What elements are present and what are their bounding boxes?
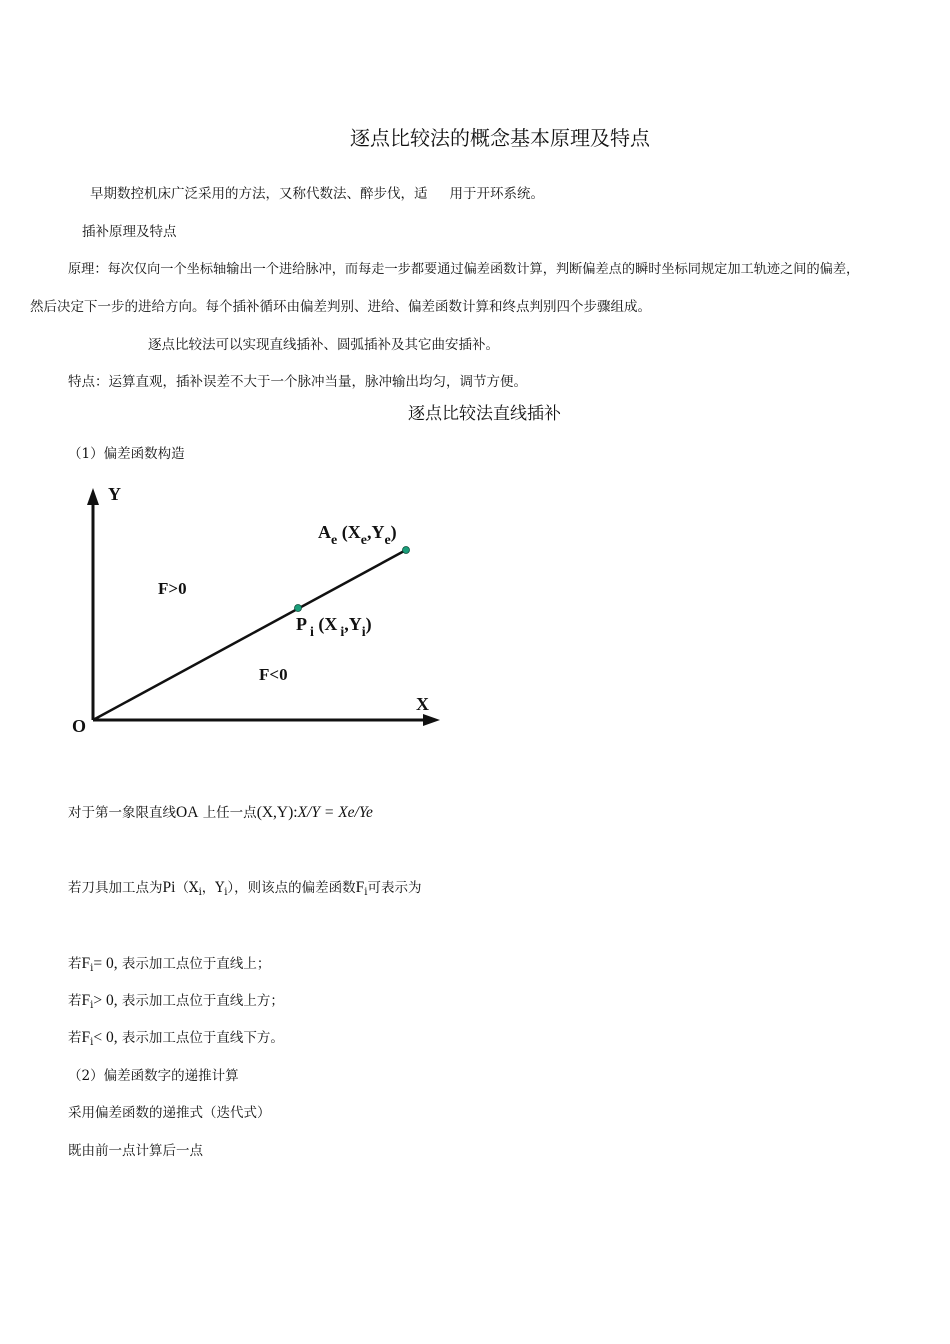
condition-f: F <box>81 1029 91 1046</box>
line-eq-point: (X,Y): <box>256 804 298 821</box>
cutter-pi: Pi <box>162 879 176 896</box>
features-line: 特点：运算直观，插补误差不大于一个脉冲当量，脉冲输出均匀，调节方便。 <box>68 374 527 390</box>
point-label <box>296 614 372 640</box>
point-main: P <box>296 614 307 634</box>
line-eq-oa: OA <box>176 804 199 821</box>
intro-tail: 用于开环系统。 <box>449 186 544 202</box>
line-interpolation-diagram <box>62 478 462 748</box>
cutter-close: ），则该点的偏差函数 <box>227 880 356 896</box>
condition-line <box>68 993 284 1014</box>
condition-f: F <box>81 992 91 1009</box>
endpoint-sub: e <box>331 533 338 548</box>
next-point-line: 既由前一点计算后一点 <box>68 1143 203 1159</box>
line-eq-prefix: 对于第一象限直线 <box>68 805 176 821</box>
point-sub-y: i <box>361 625 366 640</box>
cutter-f: F <box>355 879 365 896</box>
region-below-label: F<0 <box>259 665 288 684</box>
point-mid: ,Y <box>344 614 362 634</box>
step2-heading: （2）偏差函数字的递推计算 <box>68 1068 239 1084</box>
region-above-label: F>0 <box>158 579 187 598</box>
condition-text: 表示加工点位于直线上； <box>121 956 271 972</box>
principle-heading: 插补原理及特点 <box>82 224 177 240</box>
x-axis-label: X <box>416 694 429 714</box>
cutter-sub2: i <box>224 887 228 898</box>
cutter-point-line <box>68 880 421 901</box>
condition-op: > 0, <box>93 992 118 1009</box>
principle-line-2: 然后决定下一步的进给方向。每个插补循环由偏差判别、进给、偏差函数计算和终点判别四个步骤组成。 <box>30 299 651 315</box>
condition-pre: 若 <box>68 993 82 1009</box>
principle-line-1: 原理：每次仅向一个坐标轴输出一个进给脉冲，而每走一步都要通过偏差函数计算，判断偏差点的瞬时坐标同规定加工轨迹之间的偏差， <box>68 262 860 277</box>
y-axis-arrow <box>87 488 99 505</box>
condition-f: F <box>81 955 91 972</box>
section-title: 逐点比较法直线插补 <box>408 404 561 424</box>
condition-sub: i <box>90 963 94 974</box>
point-sub: i <box>310 625 314 640</box>
intro-text: 早期数控机床广泛采用的方法，又称代数法、醉步伐，适 <box>90 186 428 202</box>
condition-line <box>68 1030 284 1051</box>
intro-paragraph <box>90 186 544 202</box>
origin-label: O <box>72 716 87 736</box>
condition-sub: i <box>90 1037 94 1048</box>
endpoint-sub-x: e <box>360 533 367 548</box>
line-eq-formula: X/Y = Xe/Ye <box>297 804 373 821</box>
condition-pre: 若 <box>68 1030 82 1046</box>
point-pi-marker <box>295 605 302 612</box>
condition-op: = 0, <box>93 955 118 972</box>
condition-text: 表示加工点位于直线上方； <box>121 993 284 1009</box>
condition-op: < 0, <box>93 1029 118 1046</box>
cutter-suffix: 可表示为 <box>367 880 422 896</box>
endpoint-open: (X <box>337 522 361 542</box>
condition-line <box>68 956 270 977</box>
line-equation <box>68 805 373 821</box>
cutter-open: （X <box>175 880 199 896</box>
step1-heading: （1）偏差函数构造 <box>68 446 185 462</box>
condition-pre: 若 <box>68 956 82 972</box>
condition-text: 表示加工点位于直线下方。 <box>121 1030 284 1046</box>
endpoint-close: ) <box>390 522 397 542</box>
point-close: ) <box>365 614 372 634</box>
recursive-line: 采用偏差函数的递推式（迭代式） <box>68 1105 271 1121</box>
condition-sub: i <box>90 1000 94 1011</box>
cutter-comma: ，Y <box>201 880 225 896</box>
line-eq-mid: 上任一点 <box>202 805 257 821</box>
point-open: (X <box>313 614 338 634</box>
endpoint-mid: ,Y <box>366 522 385 542</box>
line-oa <box>93 550 406 720</box>
capability-line: 逐点比较法可以实现直线插补、圆弧插补及其它曲安插补。 <box>148 337 499 353</box>
cutter-fsub: i <box>364 887 368 898</box>
y-axis-label: Y <box>108 484 121 504</box>
x-axis-arrow <box>423 714 440 726</box>
cutter-sub1: i <box>198 887 202 898</box>
endpoint-label <box>318 522 397 548</box>
endpoint-main: A <box>318 522 331 542</box>
cutter-prefix: 若刀具加工点为 <box>68 880 163 896</box>
page-title: 逐点比较法的概念基本原理及特点 <box>350 126 650 150</box>
endpoint-sub-y: e <box>384 533 391 548</box>
point-ae-marker <box>403 547 410 554</box>
point-sub-x: i <box>340 625 345 640</box>
